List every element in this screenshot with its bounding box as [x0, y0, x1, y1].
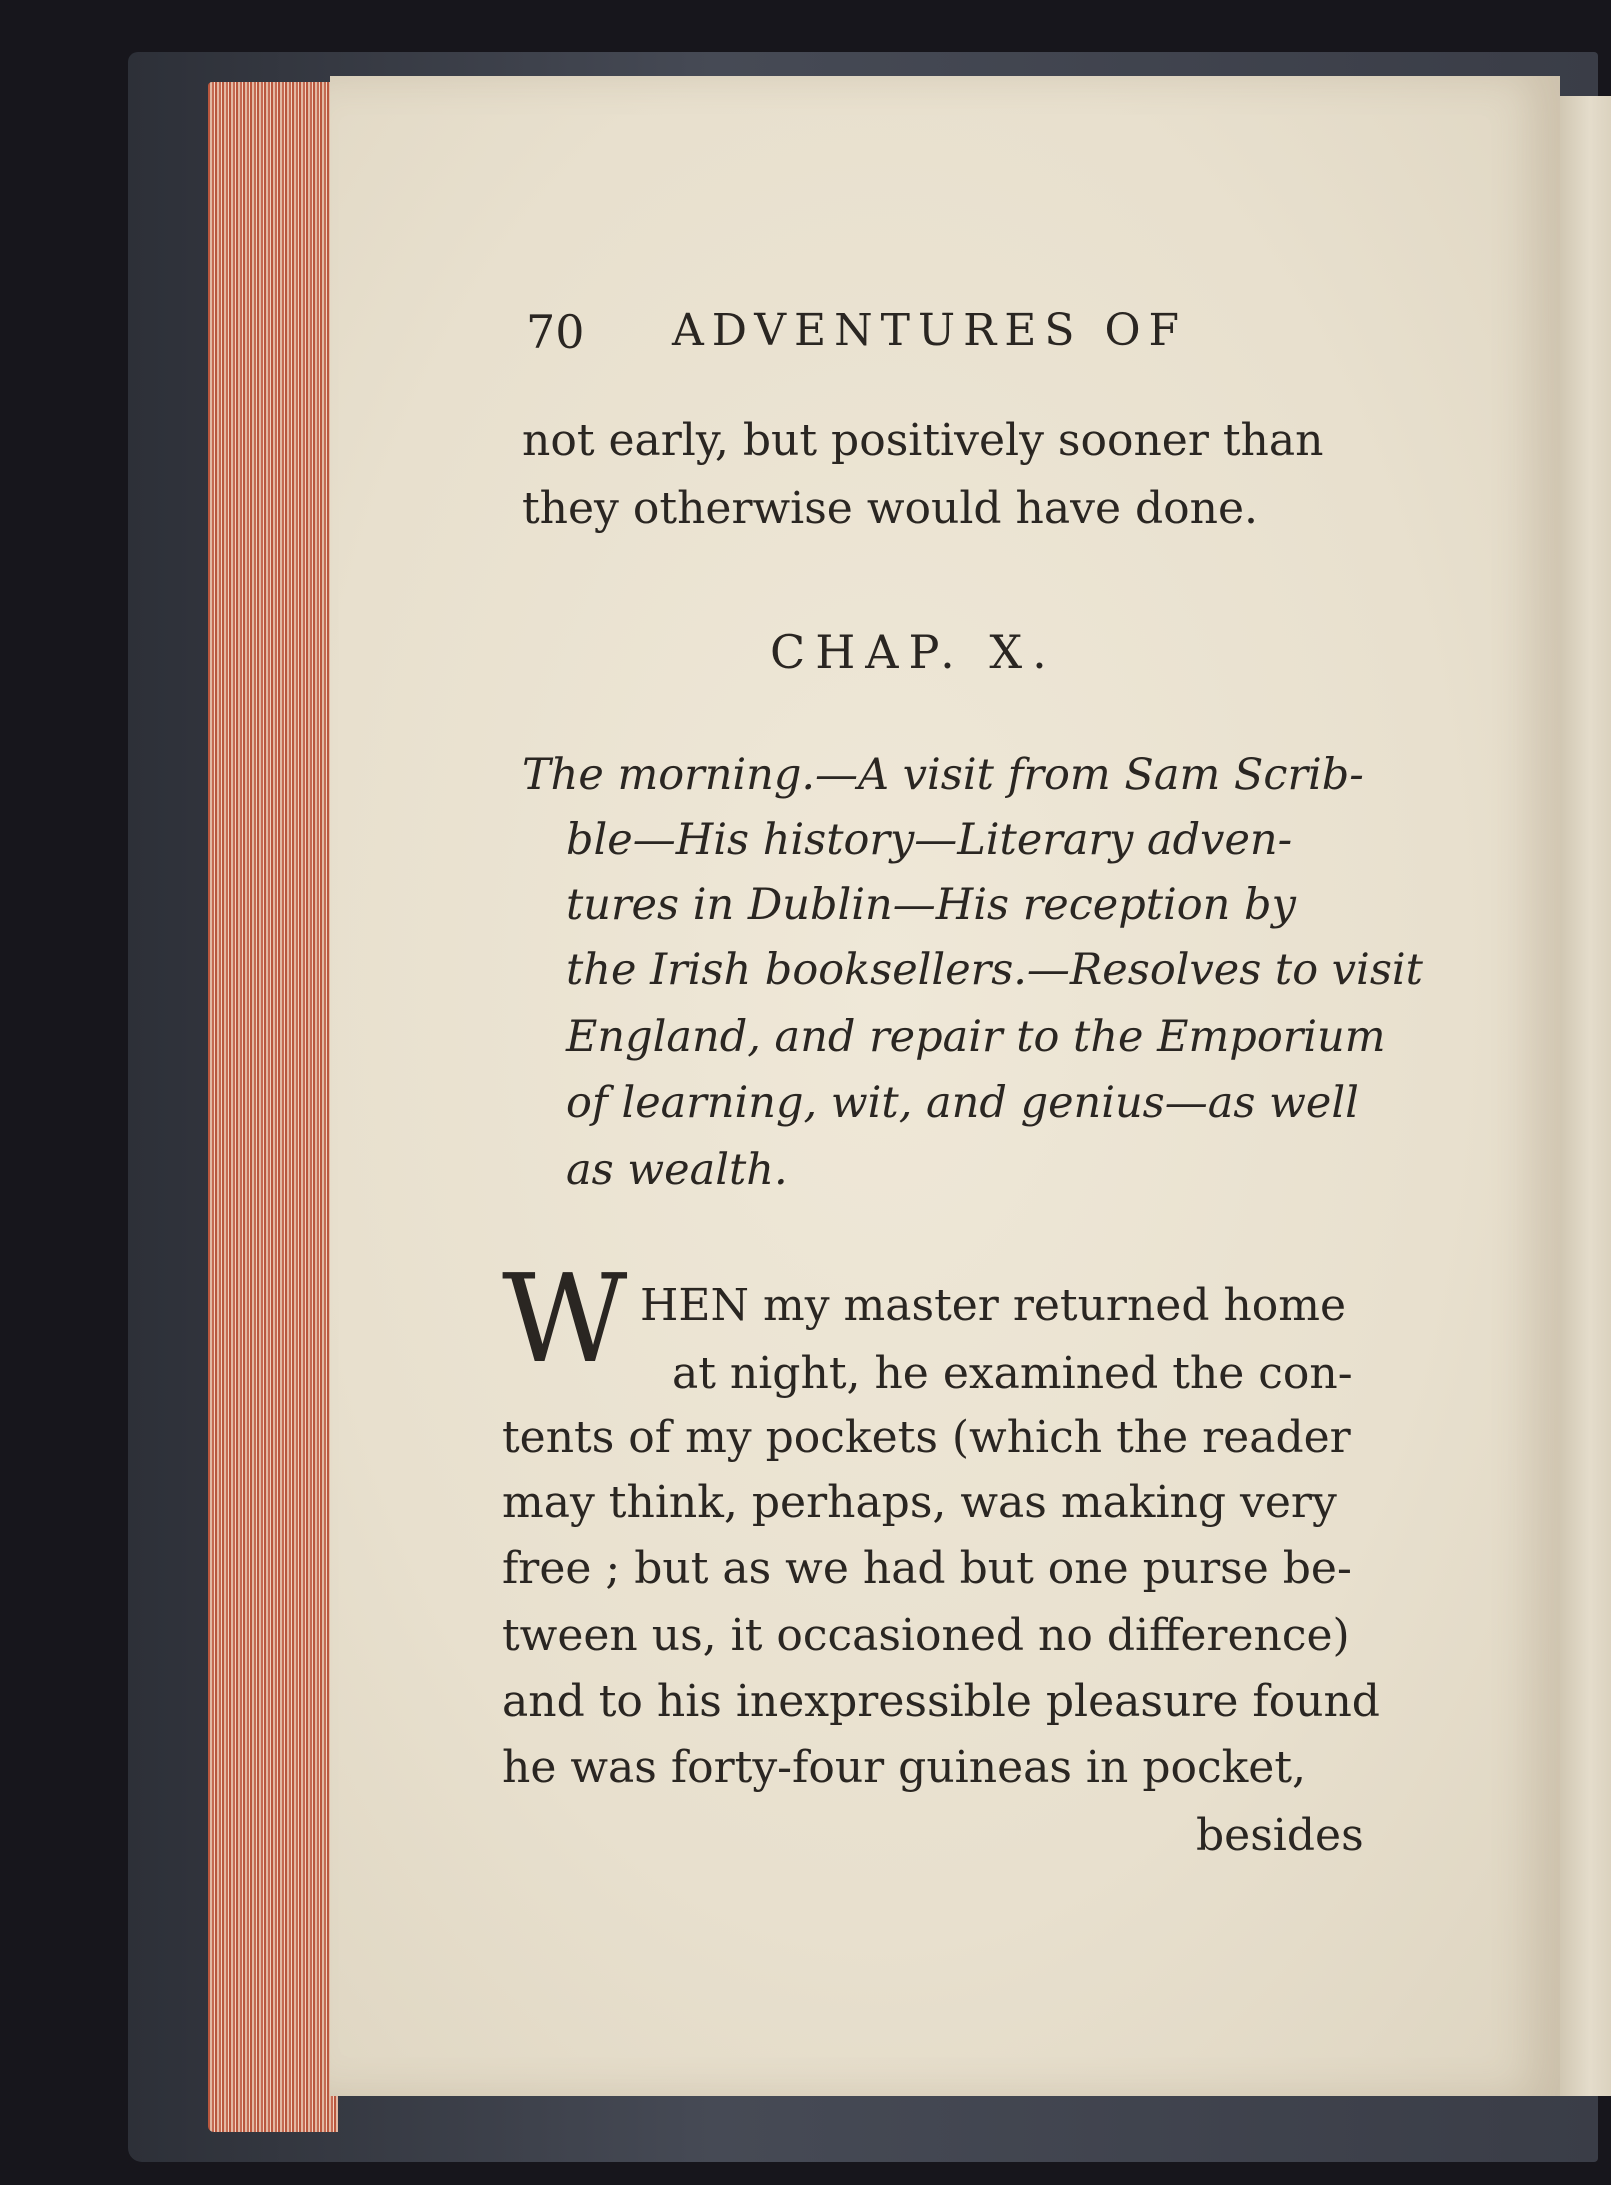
- chapter-summary-line: England, and repair to the Emporium: [566, 1012, 1386, 1062]
- chapter-summary-line: the Irish booksellers.—Resolves to visit: [566, 945, 1423, 995]
- red-page-edges: [208, 82, 338, 2132]
- body-line: he was forty-four guineas in pocket,: [502, 1742, 1306, 1793]
- chapter-summary-line: The morning.—A visit from Sam Scrib-: [522, 750, 1364, 800]
- running-head: ADVENTURES OF: [672, 305, 1188, 356]
- page-number: 70: [526, 305, 585, 359]
- text-line: not early, but positively sooner than: [522, 415, 1324, 466]
- catchword: besides: [1196, 1810, 1364, 1861]
- body-line: and to his inexpressible pleasure found: [502, 1676, 1380, 1727]
- body-line: at night, he examined the con-: [672, 1348, 1353, 1399]
- chapter-summary-line: tures in Dublin—His reception by: [566, 880, 1296, 930]
- text-line: they otherwise would have done.: [522, 483, 1259, 534]
- body-line: free ; but as we had but one purse be-: [502, 1543, 1352, 1594]
- body-line: tween us, it occasioned no difference): [502, 1610, 1350, 1661]
- body-line: may think, perhaps, was making very: [502, 1477, 1337, 1528]
- body-first-line: HEN my master returned home: [640, 1280, 1347, 1331]
- chapter-summary-line: ble—His history—Literary adven-: [566, 815, 1293, 865]
- chapter-summary-line: of learning, wit, and genius—as well: [566, 1078, 1359, 1128]
- chapter-heading: CHAP. X.: [770, 625, 1057, 679]
- drop-cap: W: [502, 1248, 628, 1390]
- body-line: tents of my pockets (which the reader: [502, 1412, 1351, 1463]
- chapter-summary-line: as wealth.: [566, 1145, 788, 1195]
